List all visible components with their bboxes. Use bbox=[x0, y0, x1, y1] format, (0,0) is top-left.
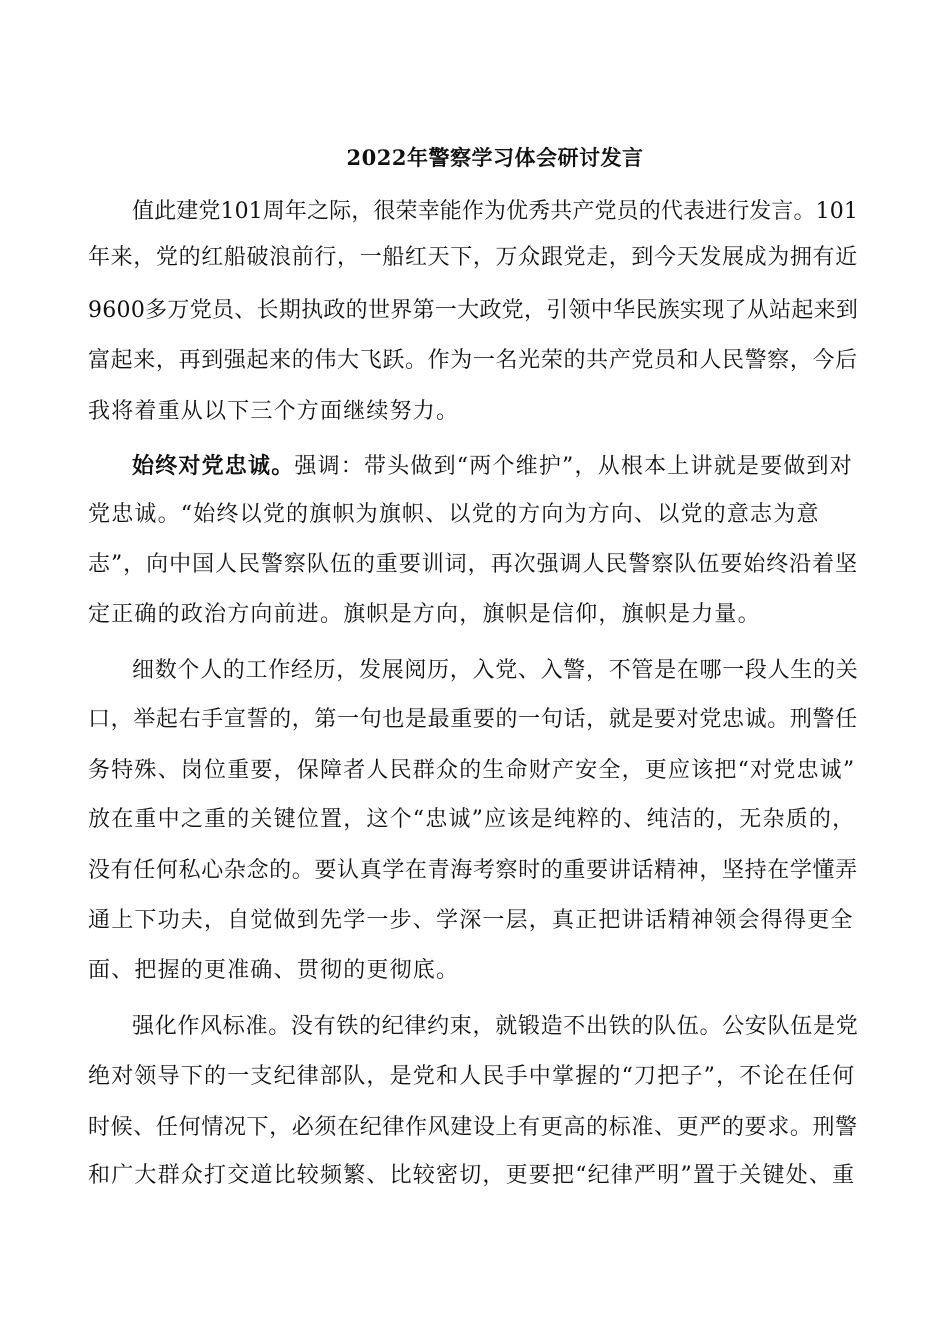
paragraph-line: 没有任何私心杂念的。要认真学在青海考察时的重要讲话精神，坚持在学懂弄 bbox=[88, 858, 858, 883]
paragraph-line bbox=[132, 451, 858, 482]
paragraph-line: 志”，向中国人民警察队伍的重要训词，再次强调人民警察队伍要始终沿着坚 bbox=[88, 552, 859, 577]
paragraph-line: 定正确的政治方向前进。旗帜是方向，旗帜是信仰，旗帜是力量。 bbox=[88, 602, 761, 627]
paragraph-line: 党忠诚。“始终以党的旗帜为旗帜、以党的方向为方向、以党的意志为意 bbox=[88, 502, 820, 527]
paragraph-line: 值此建党101周年之际，很荣幸能作为优秀共产党员的代表进行发言。101 bbox=[132, 199, 858, 224]
paragraph-line: 和广大群众打交道比较频繁、比较密切，更要把“纪律严明”置于关键处、重 bbox=[88, 1163, 856, 1188]
paragraph-line: 时候、任何情况下，必须在纪律作风建设上有更高的标准、更严的要求。刑警 bbox=[88, 1115, 858, 1140]
paragraph-line: 放在重中之重的关键位置，这个“忠诚”应该是纯粹的、纯洁的，无杂质的， bbox=[88, 807, 856, 832]
paragraph-text: 强调：带头做到“两个维护”，从根本上讲就是要做到对 bbox=[294, 454, 853, 479]
paragraph-line: 9600多万党员、长期执政的世界第一大政党，引领中华民族实现了从站起来到 bbox=[88, 298, 859, 323]
paragraph-line: 我将着重从以下三个方面继续努力。 bbox=[88, 399, 460, 424]
document-title: 2022年警察学习体会研讨发言 bbox=[346, 145, 644, 170]
paragraph-line: 细数个人的工作经历，发展阅历，入党、入警，不管是在哪一段人生的关 bbox=[132, 658, 859, 683]
paragraph-line: 通上下功夫，自觉做到先学一步、学深一层，真正把讲话精神领会得得更全 bbox=[88, 908, 854, 933]
paragraph-line: 绝对领导下的一支纪律部队，是党和人民手中掌握的“刀把子”，不论在任何 bbox=[88, 1064, 856, 1089]
paragraph-line: 务特殊、岗位重要，保障者人民群众的生命财产安全，更应该把“对党忠诚” bbox=[88, 758, 856, 783]
paragraph-line: 口，举起右手宣誓的，第一句也是最重要的一句话，就是要对党忠诚。刑警任 bbox=[88, 707, 858, 732]
paragraph-line: 年来，党的红船破浪前行，一船红天下，万众跟党走，到今天发展成为拥有近 bbox=[88, 245, 858, 270]
paragraph-line: 强化作风标准。没有铁的纪律约束，就锻造不出铁的队伍。公安队伍是党 bbox=[132, 1014, 859, 1039]
section-heading: 始终对党忠诚。 bbox=[132, 453, 295, 479]
paragraph-line: 面、把握的更准确、贯彻的更彻底。 bbox=[88, 958, 460, 983]
paragraph-line: 富起来，再到强起来的伟大飞跃。作为一名光荣的共产党员和人民警察，今后 bbox=[88, 348, 858, 373]
